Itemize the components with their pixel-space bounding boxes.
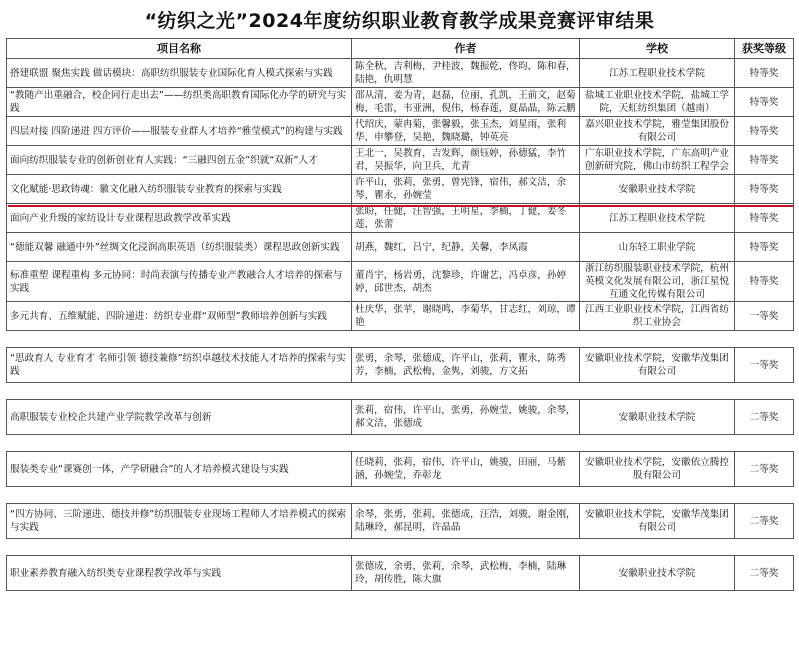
table-spacer-row: [7, 331, 794, 348]
project-title-cell: “思政育人 专业育才 名师引领 德技兼修”纺织卓越技术技能人才培养的探索与实践: [7, 348, 352, 383]
header-authors: 作者: [352, 39, 580, 59]
highlight-underline: [8, 205, 793, 207]
table-row: [7, 204, 794, 233]
table-row: [7, 59, 794, 88]
project-title-cell: 面向产业升级的家纺设计专业课程思政教学改革实践: [7, 204, 352, 233]
award-cell: 特等奖: [735, 175, 794, 204]
project-title-cell: “四方协同、三阶递进、德技并修”纺织服装专业现场工程师人才培养模式的探索与实践: [7, 504, 352, 539]
award-cell: 二等奖: [735, 556, 794, 591]
award-cell: 一等奖: [735, 348, 794, 383]
project-title-cell: 文化赋能·思政铸魂：徽文化融入纺织服装专业教育的探索与实践: [7, 175, 352, 204]
authors-cell: 董肖宇，杨岩勇，沈黎珍，许谢艺，冯卓彦，孙婷婷，邱世杰，胡杰: [352, 262, 580, 302]
authors-cell: 余琴，张勇，张莉，张德成，汪浩，刘骏，谢金刚，陆琳玲，郝昆明，许晶晶: [352, 504, 580, 539]
school-cell: 浙江纺织服装职业技术学院，杭州英模文化发展有限公司，浙江星悦互通文化传媒有限公司: [580, 262, 735, 302]
authors-cell: 任晓莉，张莉，宿伟，许平山，姚骏，田丽，马紫涵，孙婉莹，乔彰龙: [352, 452, 580, 487]
award-cell: 二等奖: [735, 400, 794, 435]
spacer-cell: [7, 331, 794, 348]
award-cell: 二等奖: [735, 452, 794, 487]
table-spacer-row: [7, 487, 794, 504]
authors-cell: 王北一，吴教育，吉发辉，颜钰婷，孙德猛，李竹君，吴振华，向卫兵，尤青: [352, 146, 580, 175]
authors-cell: 胡燕，魏红，吕宁，纪静，关馨，李凤霞: [352, 233, 580, 262]
table-spacer-row: [7, 539, 794, 556]
project-title-cell: “德能双馨 融通中外”丝绸文化浸润高职英语（纺织服装类）课程思政创新实践: [7, 233, 352, 262]
spacer-cell: [7, 539, 794, 556]
authors-cell: 张勇，余琴，张德成，许平山，张莉，瞿永，陈秀芳，李楠，武松梅，金隽，刘骏，方文拓: [352, 348, 580, 383]
school-cell: 安徽职业技术学院: [580, 400, 735, 435]
award-cell: 特等奖: [735, 59, 794, 88]
authors-cell: 代绍庆，蒙冉菊，张馨毅，张玉杰，刘星雨，张利华，申攀登，吴艳，魏晓璐，钟英亮: [352, 117, 580, 146]
header-award: 获奖等级: [735, 39, 794, 59]
project-title-cell: 多元共育、五维赋能、四阶递进：纺织专业群“双师型”教师培养创新与实践: [7, 302, 352, 331]
table-row: [7, 233, 794, 262]
table-row: [7, 175, 794, 204]
table-row: [7, 504, 794, 539]
authors-cell: 陈全秋，吉利梅，尹桂波，魏振乾，佟昀，陈和春，陆艳，仇明慧: [352, 59, 580, 88]
school-cell: 安徽职业技术学院，安徽依立腾控股有限公司: [580, 452, 735, 487]
school-cell: 江苏工程职业技术学院: [580, 204, 735, 233]
authors-cell: 张德成，余勇，张莉，余琴，武松梅，李楠，陆琳玲，胡传胜，陈大旗: [352, 556, 580, 591]
project-title-cell: 高职服装专业校企共建产业学院教学改革与创新: [7, 400, 352, 435]
award-cell: 二等奖: [735, 504, 794, 539]
project-title-cell: 服装类专业“课赛创一体，产学研融合”的人才培养模式建设与实践: [7, 452, 352, 487]
table-row: [7, 400, 794, 435]
project-title-cell: “教随产出重融合，校企同行走出去”——纺织类高职教育国际化办学的研究与实践: [7, 88, 352, 117]
authors-cell: 邵从清，姜为青，赵磊，位丽，孔凯，王前文，赵菊梅，毛雷，韦亚洲，倪伟，杨春莲，夏晶晶，陈云鹏: [352, 88, 580, 117]
award-cell: 特等奖: [735, 204, 794, 233]
authors-cell: 张莉，宿伟，许平山，张勇，孙婉莹，姚骏，余琴，郝文洁，张德成: [352, 400, 580, 435]
award-cell: 特等奖: [735, 146, 794, 175]
results-table: [6, 38, 794, 591]
table-spacer-row: [7, 435, 794, 452]
project-title-cell: 职业素养教育融入纺织类专业课程教学改革与实践: [7, 556, 352, 591]
table-row: [7, 348, 794, 383]
school-cell: 安徽职业技术学院，安徽华茂集团有限公司: [580, 348, 735, 383]
table-header-row: [7, 39, 794, 59]
school-cell: 嘉兴职业技术学院，雅莹集团股份有限公司: [580, 117, 735, 146]
award-cell: 特等奖: [735, 233, 794, 262]
project-title-cell: 搭建联盟 聚焦实践 做话模块：高职纺织服装专业国际化育人模式探索与实践: [7, 59, 352, 88]
school-cell: 山东轻工职业学院: [580, 233, 735, 262]
project-title-cell: 标准重塑 课程重构 多元协同：时尚表演与传播专业产教融合人才培养的探索与实践: [7, 262, 352, 302]
school-cell: 盐城工业职业技术学院，盐城工学院，天虹纺织集团（越南）: [580, 88, 735, 117]
school-cell: 江苏工程职业技术学院: [580, 59, 735, 88]
authors-cell: 许平山，张莉，张勇，曾宪锋，宿伟，郝文洁，余琴，瞿永，孙婉莹: [352, 175, 580, 204]
award-cell: 特等奖: [735, 117, 794, 146]
spacer-cell: [7, 383, 794, 400]
project-title-cell: 四层对接 四阶递进 四方评价——服装专业群人才培养“雅莹模式”的构建与实践: [7, 117, 352, 146]
school-cell: 安徽职业技术学院，安徽华茂集团有限公司: [580, 504, 735, 539]
header-title: 项目名称: [7, 39, 352, 59]
school-cell: 广东职业技术学院，广东高明产业创新研究院，佛山市纺织工程学会: [580, 146, 735, 175]
table-row: [7, 117, 794, 146]
table-row: [7, 452, 794, 487]
table-row: [7, 302, 794, 331]
table-row: [7, 146, 794, 175]
spacer-cell: [7, 487, 794, 504]
award-cell: 特等奖: [735, 88, 794, 117]
table-row: [7, 262, 794, 302]
project-title-cell: 面向纺织服装专业的创新创业育人实践：“三融四创五金”织就“双新”人才: [7, 146, 352, 175]
table-body: [7, 59, 794, 591]
authors-cell: 张盼，任健，汪智强，王明星，李楠，丁健，姜冬莲，张蕾: [352, 204, 580, 233]
table-spacer-row: [7, 383, 794, 400]
school-cell: 安徽职业技术学院: [580, 556, 735, 591]
table-row: [7, 88, 794, 117]
award-cell: 一等奖: [735, 302, 794, 331]
header-school: 学校: [580, 39, 735, 59]
spacer-cell: [7, 435, 794, 452]
award-cell: 特等奖: [735, 262, 794, 302]
school-cell: 江西工业职业技术学院，江西省纺织工业协会: [580, 302, 735, 331]
page-title: “纺织之光”2024年度纺织职业教育教学成果竞赛评审结果: [144, 10, 655, 32]
authors-cell: 杜庆华，张苹，谢晓鸣，李菊华，甘志红，刘琼，谭艳: [352, 302, 580, 331]
school-cell: 安徽职业技术学院: [580, 175, 735, 204]
table-row: [7, 556, 794, 591]
